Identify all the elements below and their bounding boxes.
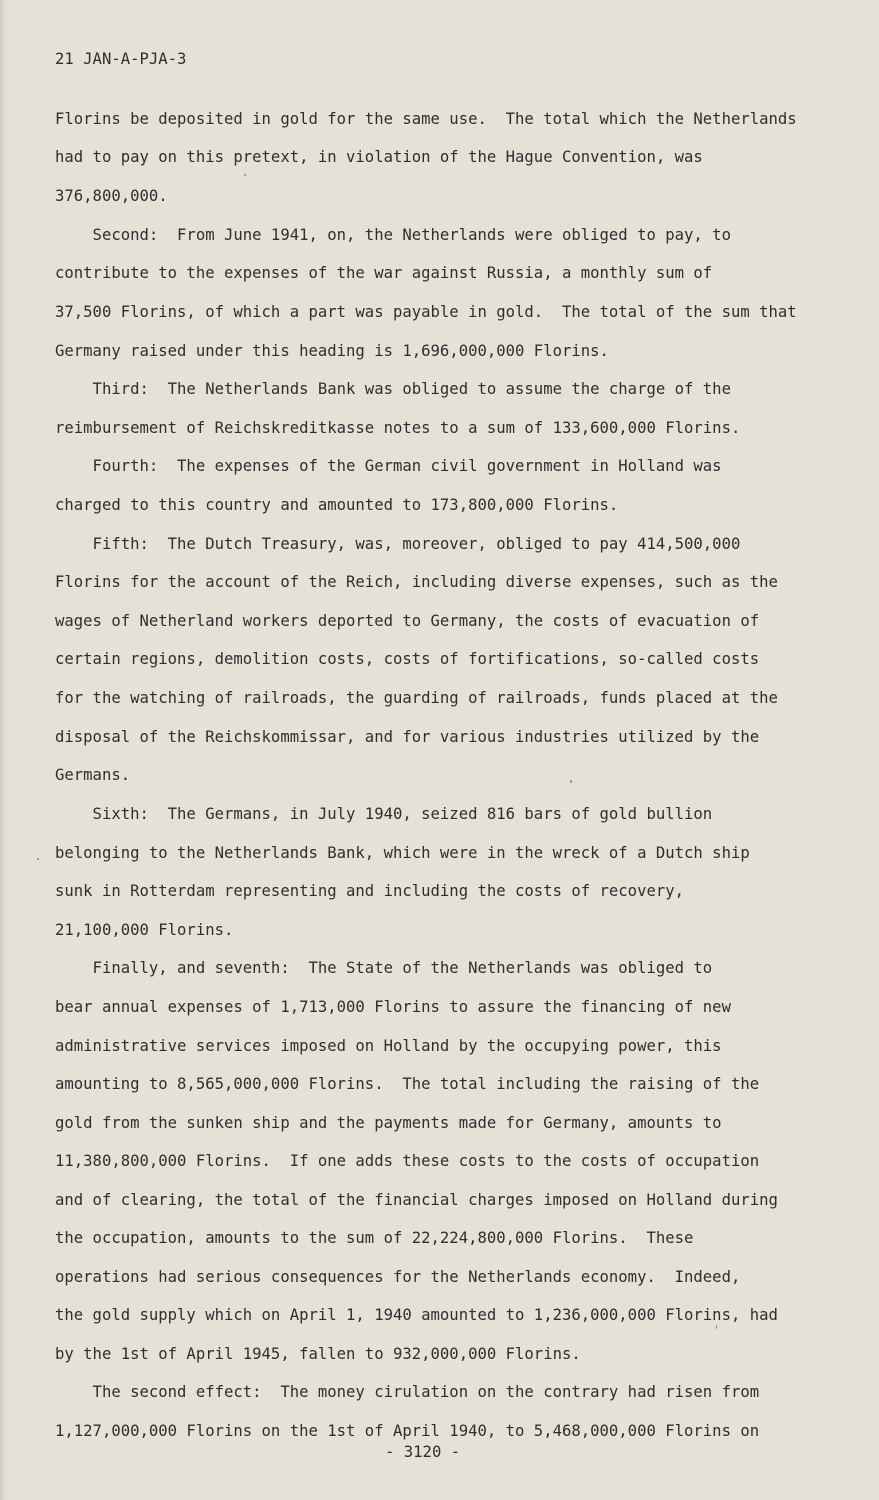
text-line: Fourth: The expenses of the German civil government in Holland was bbox=[55, 457, 722, 475]
text-line: 11,380,800,000 Florins. If one adds these costs to the costs of occupation bbox=[55, 1152, 760, 1170]
text-line: wages of Netherland workers deported to Germany, the costs of evacuation of bbox=[55, 612, 760, 630]
text-line: charged to this country and amounted to 173,800,000 Florins. bbox=[55, 496, 619, 514]
text-line: 21,100,000 Florins. bbox=[55, 921, 234, 939]
text-line: certain regions, demolition costs, costs of fortifications, so-called costs bbox=[55, 650, 760, 668]
text-line: for the watching of railroads, the guarding of railroads, funds placed at the bbox=[55, 689, 778, 707]
page-number: - 3120 - bbox=[385, 1443, 461, 1461]
text-line: Florins for the account of the Reich, including diverse expenses, such as the bbox=[55, 573, 778, 591]
text-line: Second: From June 1941, on, the Netherlands were obliged to pay, to bbox=[55, 226, 731, 244]
paper-speck bbox=[570, 780, 572, 783]
text-line: Sixth: The Germans, in July 1940, seized 816 bars of gold bullion bbox=[55, 805, 713, 823]
text-line: Florins be deposited in gold for the same use. The total which the Netherlands bbox=[55, 110, 797, 128]
text-line: contribute to the expenses of the war against Russia, a monthly sum of bbox=[55, 264, 713, 282]
text-line: sunk in Rotterdam representing and including the costs of recovery, bbox=[55, 882, 685, 900]
text-line: gold from the sunken ship and the payments made for Germany, amounts to bbox=[55, 1114, 722, 1132]
text-line: belonging to the Netherlands Bank, which were in the wreck of a Dutch ship bbox=[55, 844, 750, 862]
text-line: by the 1st of April 1945, fallen to 932,000,000 Florins. bbox=[55, 1345, 581, 1363]
paper-speck bbox=[716, 1325, 717, 1329]
text-line: Germans. bbox=[55, 766, 131, 784]
text-line: administrative services imposed on Holland by the occupying power, this bbox=[55, 1037, 722, 1055]
document-header: 21 JAN-A-PJA-3 bbox=[55, 50, 187, 68]
text-line: bear annual expenses of 1,713,000 Florins to assure the financing of new bbox=[55, 998, 731, 1016]
text-line: 376,800,000. bbox=[55, 187, 168, 205]
text-line: amounting to 8,565,000,000 Florins. The total including the raising of the bbox=[55, 1075, 760, 1093]
text-line: The second effect: The money cirulation on the contrary had risen from bbox=[55, 1383, 760, 1401]
text-line: Germany raised under this heading is 1,696,000,000 Florins. bbox=[55, 342, 609, 360]
text-line: 37,500 Florins, of which a part was payable in gold. The total of the sum that bbox=[55, 303, 797, 321]
text-line: Third: The Netherlands Bank was obliged to assume the charge of the bbox=[55, 380, 731, 398]
text-line: the occupation, amounts to the sum of 22,224,800,000 Florins. These bbox=[55, 1229, 694, 1247]
text-line: Fifth: The Dutch Treasury, was, moreover, obliged to pay 414,500,000 bbox=[55, 535, 741, 553]
text-line: reimbursement of Reichskreditkasse notes to a sum of 133,600,000 Florins. bbox=[55, 419, 741, 437]
text-line: disposal of the Reichskommissar, and for various industries utilized by the bbox=[55, 728, 760, 746]
text-line: had to pay on this pretext, in violation of the Hague Convention, was bbox=[55, 148, 703, 166]
page-edge-shadow bbox=[0, 0, 6, 1500]
text-line: and of clearing, the total of the financial charges imposed on Holland during bbox=[55, 1191, 778, 1209]
text-line: 1,127,000,000 Florins on the 1st of April 1940, to 5,468,000,000 Florins on bbox=[55, 1422, 760, 1440]
text-line: Finally, and seventh: The State of the Netherlands was obliged to bbox=[55, 959, 713, 977]
text-line: operations had serious consequences for the Netherlands economy. Indeed, bbox=[55, 1268, 741, 1286]
text-line: the gold supply which on April 1, 1940 amounted to 1,236,000,000 Florins, had bbox=[55, 1306, 778, 1324]
paper-speck bbox=[37, 858, 39, 860]
paper-speck bbox=[244, 174, 246, 176]
